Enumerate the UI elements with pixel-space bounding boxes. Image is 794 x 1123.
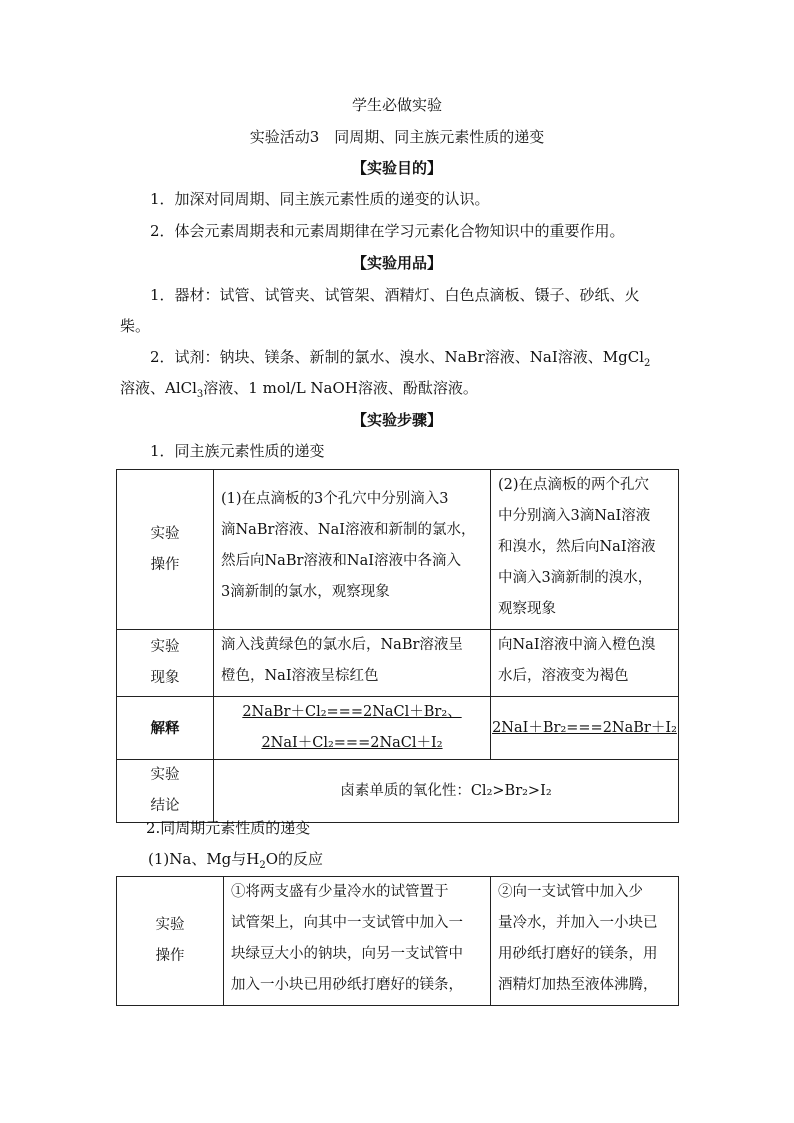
conclusion-cell: 卤素单质的氧化性：Cl₂>Br₂>I₂ xyxy=(214,760,679,823)
materials-item-1-line1: 1．器材：试管、试管夹、试管架、酒精灯、白色点滴板、镊子、砂纸、火 xyxy=(150,286,640,304)
explanation-cell-1 xyxy=(214,697,491,760)
equation-2: 2NaI＋Cl₂===2NaCl＋I₂ xyxy=(261,735,443,751)
equation-3: 2NaI＋Br₂===2NaBr＋I₂ xyxy=(492,719,677,736)
operation-cell-2: (2)在点滴板的两个孔穴 中分别滴入3滴NaI溶液 和溴水，然后向NaI溶液 中滴入3滴新制的溴水， 观察现象 xyxy=(491,470,679,630)
phenomenon-cell-2: 向NaI溶液中滴入橙色溴 水后，溶液变为褐色 xyxy=(491,630,679,697)
operation-cell-1: ①将两支盛有少量冷水的试管置于 试管架上，向其中一支试管中加入一 块绿豆大小的钠块，向另一支试管中 加入一小块已用砂纸打磨好的镁条， xyxy=(224,877,491,1006)
table-row xyxy=(117,630,679,697)
equation-1: 2NaBr＋Cl₂===2NaCl＋Br₂、 xyxy=(242,704,462,720)
phenomenon-cell-1: 滴入浅黄绿色的氯水后，NaBr溶液呈 橙色，NaI溶液呈棕红色 xyxy=(214,630,491,697)
row-label-operation: 实验 操作 xyxy=(117,470,214,630)
operation-cell-1: (1)在点滴板的3个孔穴中分别滴入3 滴NaBr溶液、NaI溶液和新制的氯水， 然后向NaBr溶液和NaI溶液中各滴入 3滴新制的氯水，观察现象 xyxy=(214,470,491,630)
operation-cell-2: ②向一支试管中加入少 量冷水，并加入一小块已 用砂纸打磨好的镁条，用 酒精灯加热至液体沸腾， xyxy=(491,877,679,1006)
materials-item-1-line2: 柴。 xyxy=(120,317,151,335)
halogen-experiment-table xyxy=(116,469,679,823)
table-row xyxy=(117,697,679,760)
step2-title: 2.同周期元素性质的递变 xyxy=(146,819,311,837)
materials-item-2-line2: 溶液、AlCl$_3$溶液、1 mol/L NaOH溶液、酚酞溶液。 xyxy=(120,379,478,400)
row-label-conclusion: 实验 结论 xyxy=(117,760,214,823)
materials-item-2-line1: 2．试剂：钠块、镁条、新制的氯水、溴水、NaBr溶液、NaI溶液、MgCl$_2$ xyxy=(150,348,651,369)
purpose-item-2: 2．体会元素周期表和元素周期律在学习元素化合物知识中的重要作用。 xyxy=(150,222,625,240)
section-purpose-heading: 【实验目的】 xyxy=(351,159,442,177)
purpose-item-1: 1．加深对同周期、同主族元素性质的递变的认识。 xyxy=(150,190,490,208)
explanation-cell-2 xyxy=(491,697,679,760)
step2-subtitle: (1)Na、Mg与$H_2O$的反应 xyxy=(148,850,324,871)
table-row xyxy=(117,470,679,630)
row-label-operation: 实验 操作 xyxy=(117,877,224,1006)
section-steps-heading: 【实验步骤】 xyxy=(351,411,442,429)
table-row xyxy=(117,760,679,823)
na-mg-experiment-table xyxy=(116,876,679,1006)
step1-title: 1．同主族元素性质的递变 xyxy=(150,442,325,460)
table-row xyxy=(117,877,679,1006)
row-label-explanation: 解释 xyxy=(117,697,214,760)
section-materials-heading: 【实验用品】 xyxy=(351,254,442,272)
row-label-phenomenon: 实验 现象 xyxy=(117,630,214,697)
activity-title: 实验活动3 同周期、同主族元素性质的递变 xyxy=(249,128,545,146)
document-heading: 学生必做实验 xyxy=(351,96,442,114)
